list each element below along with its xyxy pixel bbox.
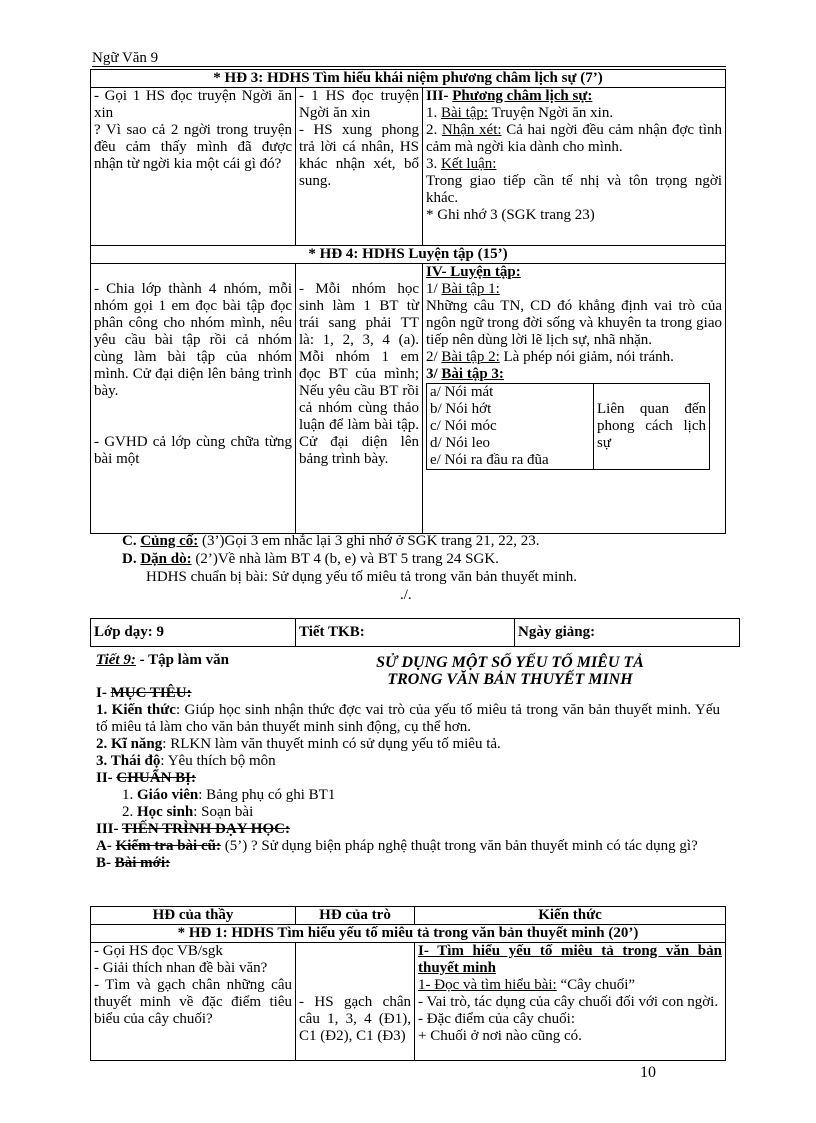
hd3-student-cell: [296, 88, 423, 246]
hd1-title: * HĐ 1: HDHS Tìm hiểu yếu tố miêu tả trong văn bản thuyết minh (20’): [91, 925, 726, 943]
page-number: 10: [640, 1064, 656, 1081]
ki-nang-label: 2. Kĩ năng: [96, 736, 163, 752]
lesson-body: [96, 685, 720, 872]
hd3-heading: Phương châm lịch sự:: [452, 88, 593, 104]
bt3-table: [426, 383, 710, 470]
hd4-teacher-line-1: - Chia lớp thành 4 nhóm, mỗi nhóm gọi 1 em đọc bài tập đọc phân công cho nhóm mình, nêu yêu cầu bài tập rồi cả nhóm cùng làm bài tập của nhóm mình. Cử đại diện lên bảng trình bày.: [94, 281, 292, 399]
tiet-text: - Tập làm văn: [135, 652, 229, 668]
hd1-l4: + Chuối ở nơi nào cũng có.: [418, 1028, 582, 1044]
hs-text: : Soạn bài: [193, 804, 254, 820]
hd3-l3-text: Trong giao tiếp cần tế nhị và tôn trọng ngời khác.: [426, 173, 722, 206]
hd3-l4: * Ghi nhớ 3 (SGK trang 23): [426, 207, 595, 223]
bt3-item: e/ Nói ra đầu ra đũa: [430, 452, 549, 468]
bt3-item: a/ Nói mát: [430, 384, 494, 400]
col-header-teacher: HĐ của thầy: [91, 907, 296, 925]
hd3-l3-label: Kết luận:: [441, 156, 497, 172]
bt3-items-cell: [427, 384, 594, 470]
kien-thuc-label: 1. Kiến thức: [96, 702, 176, 718]
hd4-student-text: - Mỗi nhóm học sinh làm 1 BT từ trái sang phải TT là: 1, 2, 3, 4 (a). Mỗi nhóm 1 em đọc BT của mình; Nếu yêu cầu BT rồi cả nhóm cùng thảo luận để làm bài tập. Cử đại diện lên bảng trình bày.: [299, 281, 419, 467]
a-title: Kiểm tra bài cũ:: [115, 838, 221, 854]
hd4-student-cell: [296, 264, 423, 534]
hd3-student-line-2: - HS xung phong trả lời cá nhân, HS khác nhận xét, bổ sung.: [299, 122, 419, 189]
dan-do-label: D.: [122, 551, 141, 567]
hd1-heading: I- Tìm hiểu yếu tố miêu tả trong văn bản thuyết minh: [418, 943, 722, 976]
hd3-l2-label: Nhận xét:: [441, 122, 502, 138]
bt3-item: b/ Nói hớt: [430, 401, 492, 417]
bt3-item: d/ Nói leo: [430, 435, 490, 451]
thai-do-text: : Yêu thích bộ môn: [160, 753, 276, 769]
lesson-title-line-2: TRONG VĂN BẢN THUYẾT MINH: [387, 671, 633, 688]
hd3-heading-num: III-: [426, 88, 453, 104]
section-2-title: CHUẨN BỊ:: [116, 770, 197, 786]
b-label: B-: [96, 855, 115, 871]
hd1-teacher-line: - Gọi HS đọc VB/sgk: [94, 943, 223, 959]
section-3-num: III-: [96, 821, 122, 837]
hd3-l2-text: Cả hai ngời đều cảm nhận đợc tình cảm mà ngời kia dành cho mình.: [426, 122, 723, 155]
hd3-title: * HĐ 3: HDHS Tìm hiểu khái niệm phương châm lịch sự (7’): [91, 70, 726, 88]
hd4-title: * HĐ 4: HDHS Luyện tập (15’): [91, 246, 726, 264]
b-title: Bài mới:: [114, 855, 171, 871]
col-header-student: HĐ của trò: [296, 907, 415, 925]
hd1-teacher-cell: [91, 943, 296, 1061]
info-table: [90, 618, 740, 647]
lesson-title: [330, 654, 690, 688]
bt2-text: Là phép nói giảm, nói tránh.: [499, 349, 674, 365]
hd3-l1-label: Bài tập:: [441, 105, 489, 121]
hd1-knowledge-cell: [415, 943, 726, 1061]
a-label: A-: [96, 838, 116, 854]
hd1-l1-text: “Cây chuối”: [556, 977, 636, 993]
hd4-teacher-cell: [91, 264, 296, 534]
hd3-l3-num: 3.: [426, 156, 441, 172]
a-text: (5’) ? Sử dụng biện pháp nghệ thuật trong văn bản thuyết minh có tác dụng gì?: [220, 838, 698, 854]
kien-thuc-text: : Giúp học sinh nhận thức đợc vai trò của yếu tố miêu tả trong văn bản thuyết minh. Yếu tố miêu tả làm cho văn bản thuyết minh sinh động, cụ thể hơn.: [96, 702, 720, 735]
hd1-student-cell: [296, 943, 415, 1061]
info-lop: Lớp dạy: 9: [91, 619, 296, 647]
hd3-l1-num: 1.: [426, 105, 441, 121]
end-mark: ./.: [400, 587, 412, 603]
ki-nang-text: : RLKN làm văn thuyết minh có sử dụng yếu tố miêu tả.: [162, 736, 501, 752]
header-rule: [92, 66, 726, 67]
hd3-knowledge-cell: [423, 88, 726, 246]
cung-co-label: C.: [122, 533, 141, 549]
cung-co-line: [122, 533, 540, 550]
hd1-l2: - Vai trò, tác dụng của cây chuối đối với con ngời.: [418, 994, 719, 1010]
info-ngay: Ngày giảng:: [515, 619, 740, 647]
section-3-title: TIẾN TRÌNH DẠY HỌC:: [122, 821, 290, 837]
cung-co-text: (3’)Gọi 3 em nhắc lại 3 ghi nhớ ở SGK trang 21, 22, 23.: [198, 533, 540, 549]
gv-label: Giáo viên: [137, 787, 199, 803]
bt3-label: Bài tập 3:: [441, 366, 504, 382]
hd3-teacher-line-1: - Gọi 1 HS đọc truyện Ngời ăn xin: [94, 88, 292, 121]
hdhs-line: HDHS chuẩn bị bài: Sử dụng yếu tố miêu tả trong văn bản thuyết minh.: [146, 569, 577, 585]
bt2-label: Bài tập 2:: [441, 349, 500, 365]
thai-do-label: 3. Thái độ: [96, 753, 161, 769]
hd3-l1-text: Truyện Ngời ăn xin.: [488, 105, 614, 121]
bt1-num: 1/: [426, 281, 442, 297]
hd1-student-text: - HS gạch chân câu 1, 3, 4 (Đ1), C1 (Đ2), C1 (Đ3): [299, 994, 411, 1044]
tiet-label: Tiết 9:: [96, 652, 136, 668]
info-tiet: Tiết TKB:: [296, 619, 515, 647]
activity-table-2: [90, 906, 726, 1061]
dan-do-line: [122, 551, 499, 568]
hd1-l1-label: 1- Đọc và tìm hiểu bài:: [418, 977, 557, 993]
hd4-knowledge-cell: [423, 264, 726, 534]
hs-label: Học sinh: [137, 804, 194, 820]
hd1-teacher-line: - Giải thích nhan đề bài văn?: [94, 960, 268, 976]
dan-do-text: (2’)Về nhà làm BT 4 (b, e) và BT 5 trang 24 SGK.: [191, 551, 499, 567]
col-header-knowledge: Kiến thức: [415, 907, 726, 925]
bt3-item: c/ Nói móc: [430, 418, 497, 434]
cung-co-title: Củng cố:: [140, 533, 199, 549]
hd3-student-line-1: - 1 HS đọc truyện Ngời ăn xin: [299, 88, 419, 121]
bt1-text: Những câu TN, CD đó khẳng định vai trò của ngôn ngữ trong đời sống và khuyên ta trong giao tiếp nên dùng lời lẽ lịch sự, nhã nhặn.: [426, 298, 722, 348]
gv-text: : Bảng phụ có ghi BT1: [198, 787, 336, 803]
section-2-num: II-: [96, 770, 117, 786]
bt3-note-cell: Liên quan đến phong cách lịch sự: [594, 384, 710, 470]
dan-do-title: Dặn dò:: [140, 551, 192, 567]
hd1-teacher-line: - Tìm và gạch chân những câu thuyết minh về đặc điểm tiêu biểu của cây chuối?: [94, 977, 292, 1027]
page-header: Ngữ Văn 9: [92, 50, 159, 66]
bt2-num: 2/: [426, 349, 442, 365]
section-1-num: I-: [96, 685, 111, 701]
section-1-title: MỤC TIÊU:: [110, 685, 192, 701]
gv-num: 1.: [122, 787, 137, 803]
hs-num: 2.: [122, 804, 137, 820]
tiet-line: [96, 652, 229, 669]
hd4-heading: IV- Luyện tập:: [426, 264, 521, 280]
hd3-l2-num: 2.: [426, 122, 442, 138]
lesson-title-line-1: SỬ DỤNG MỘT SỐ YẾU TỐ MIÊU TẢ: [376, 654, 644, 671]
hd3-teacher-cell: [91, 88, 296, 246]
activity-table-1: [90, 69, 726, 534]
hd1-l3: - Đặc điểm của cây chuối:: [418, 1011, 576, 1027]
bt3-num: 3/: [426, 366, 442, 382]
hd3-teacher-line-2: ? Vì sao cả 2 ngời trong truyện đều cảm thấy mình đã được nhận từ ngời kia một cái gì đó?: [94, 122, 292, 172]
hd4-teacher-line-2: - GVHD cả lớp cùng chữa từng bài một: [94, 434, 292, 467]
bt1-label: Bài tập 1:: [441, 281, 500, 297]
